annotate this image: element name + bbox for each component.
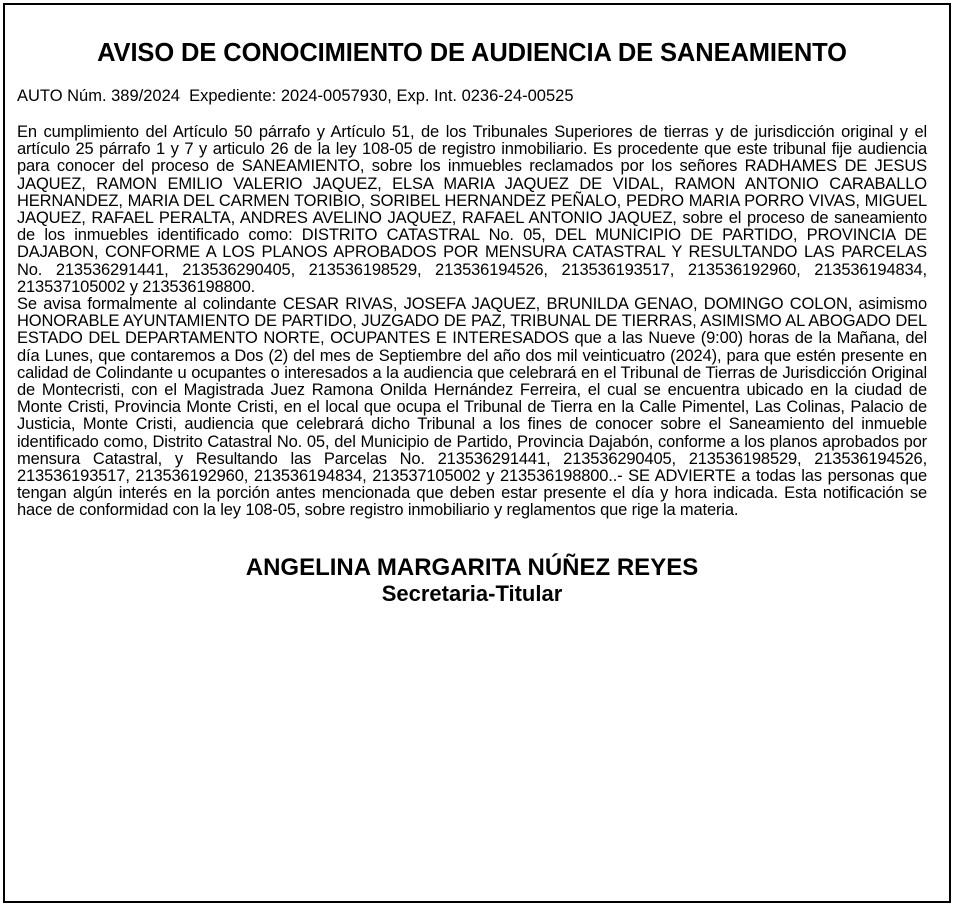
signature-block: [17, 554, 927, 606]
signatory-name: ANGELINA MARGARITA NÚÑEZ REYES: [245, 553, 699, 581]
paragraph-hearing-scope: En cumplimiento del Artículo 50 párrafo y Artículo 51, de los Tribunales Superiores de tierras y de jurisdicción original y el artículo 25 párrafo 1 y 7 y articulo 26 de la ley 108-05 de registro inmobiliario. Es procedente que este tribunal fije audiencia para conocer del proceso de SANEAMIENTO, sobre los inmuebles reclamados por los señores RADHAMES DE JESUS JAQUEZ, RAMON EMILIO VALERIO JAQUEZ, ELSA MARIA JAQUEZ DE VIDAL, RAMON ANTONIO CARABALLO HERNANDEZ, MARIA DEL CARMEN TORIBIO, SORIBEL HERNANDEZ PEÑALO, PEDRO MARIA PORRO VIVAS, MIGUEL JAQUEZ, RAFAEL PERALTA, ANDRES AVELINO JAQUEZ, RAFAEL ANTONIO JAQUEZ, sobre el proceso de saneamiento de los inmuebles identificado como: DISTRITO CATASTRAL No. 05, DEL MUNICIPIO DE PARTIDO, PROVINCIA DE DAJABON, CONFORME A LOS PLANOS APROBADOS POR MENSURA CATASTRAL Y RESULTANDO LAS PARCELAS No. 213536291441, 213536290405, 213536198529, 213536194526, 213536193517, 213536192960, 213536194834, 213537105002 y 213536198800.: [17, 123, 927, 296]
signatory-title: Secretaria-Titular: [381, 580, 563, 606]
case-reference: AUTO Núm. 389/2024 Expediente: 2024-0057930, Exp. Int. 0236-24-00525: [17, 87, 574, 105]
notice-title: AVISO DE CONOCIMIENTO DE AUDIENCIA DE SANEAMIENTO: [97, 39, 847, 67]
notice-body: [17, 124, 927, 520]
paragraph-formal-notice: Se avisa formalmente al colindante CESAR RIVAS, JOSEFA JAQUEZ, BRUNILDA GENAO, DOMINGO COLON, asimismo HONORABLE AYUNTAMIENTO DE PARTIDO, JUZGADO DE PAZ, TRIBUNAL DE TIERRAS, ASIMISMO AL ABOGADO DEL ESTADO DEL DEPARTAMENTO NORTE, OCUPANTES E INTERESADOS que a las Nueve (9:00) horas de la Mañana, del día Lunes, que contaremos a Dos (2) del mes de Septiembre del año dos mil veinticuatro (2024), para que estén presente en calidad de Colindante u ocupantes o interesados a la audiencia que celebrará en el Tribunal de Tierras de Jurisdicción Original de Montecristi, con el Magistrada Juez Ramona Onilda Hernández Ferreira, el cual se encuentra ubicado en la ciudad de Monte Cristi, Provincia Monte Cristi, en el local que ocupa el Tribunal de Tierra en la Calle Pimentel, Las Colinas, Palacio de Justicia, Monte Cristi, audiencia que celebrará dicho Tribunal a los fines de conocer sobre el Saneamiento del inmueble identificado como, Distrito Catastral No. 05, del Municipio de Partido, Provincia Dajabón, conforme a los planos aprobados por mensura Catastral, y Resultando las Parcelas No. 213536291441, 213536290405, 213536198529, 213536194526, 213536193517, 213536192960, 213536194834, 213537105002 y 213536198800..- SE ADVIERTE a todas las personas que tengan algún interés en la porción antes mencionada que deben estar presente el día y hora indicada. Esta notificación se hace de conformidad con la ley 108-05, sobre registro inmobiliario y reglamentos que rige la materia.: [17, 295, 927, 520]
notice-content: [17, 36, 927, 606]
